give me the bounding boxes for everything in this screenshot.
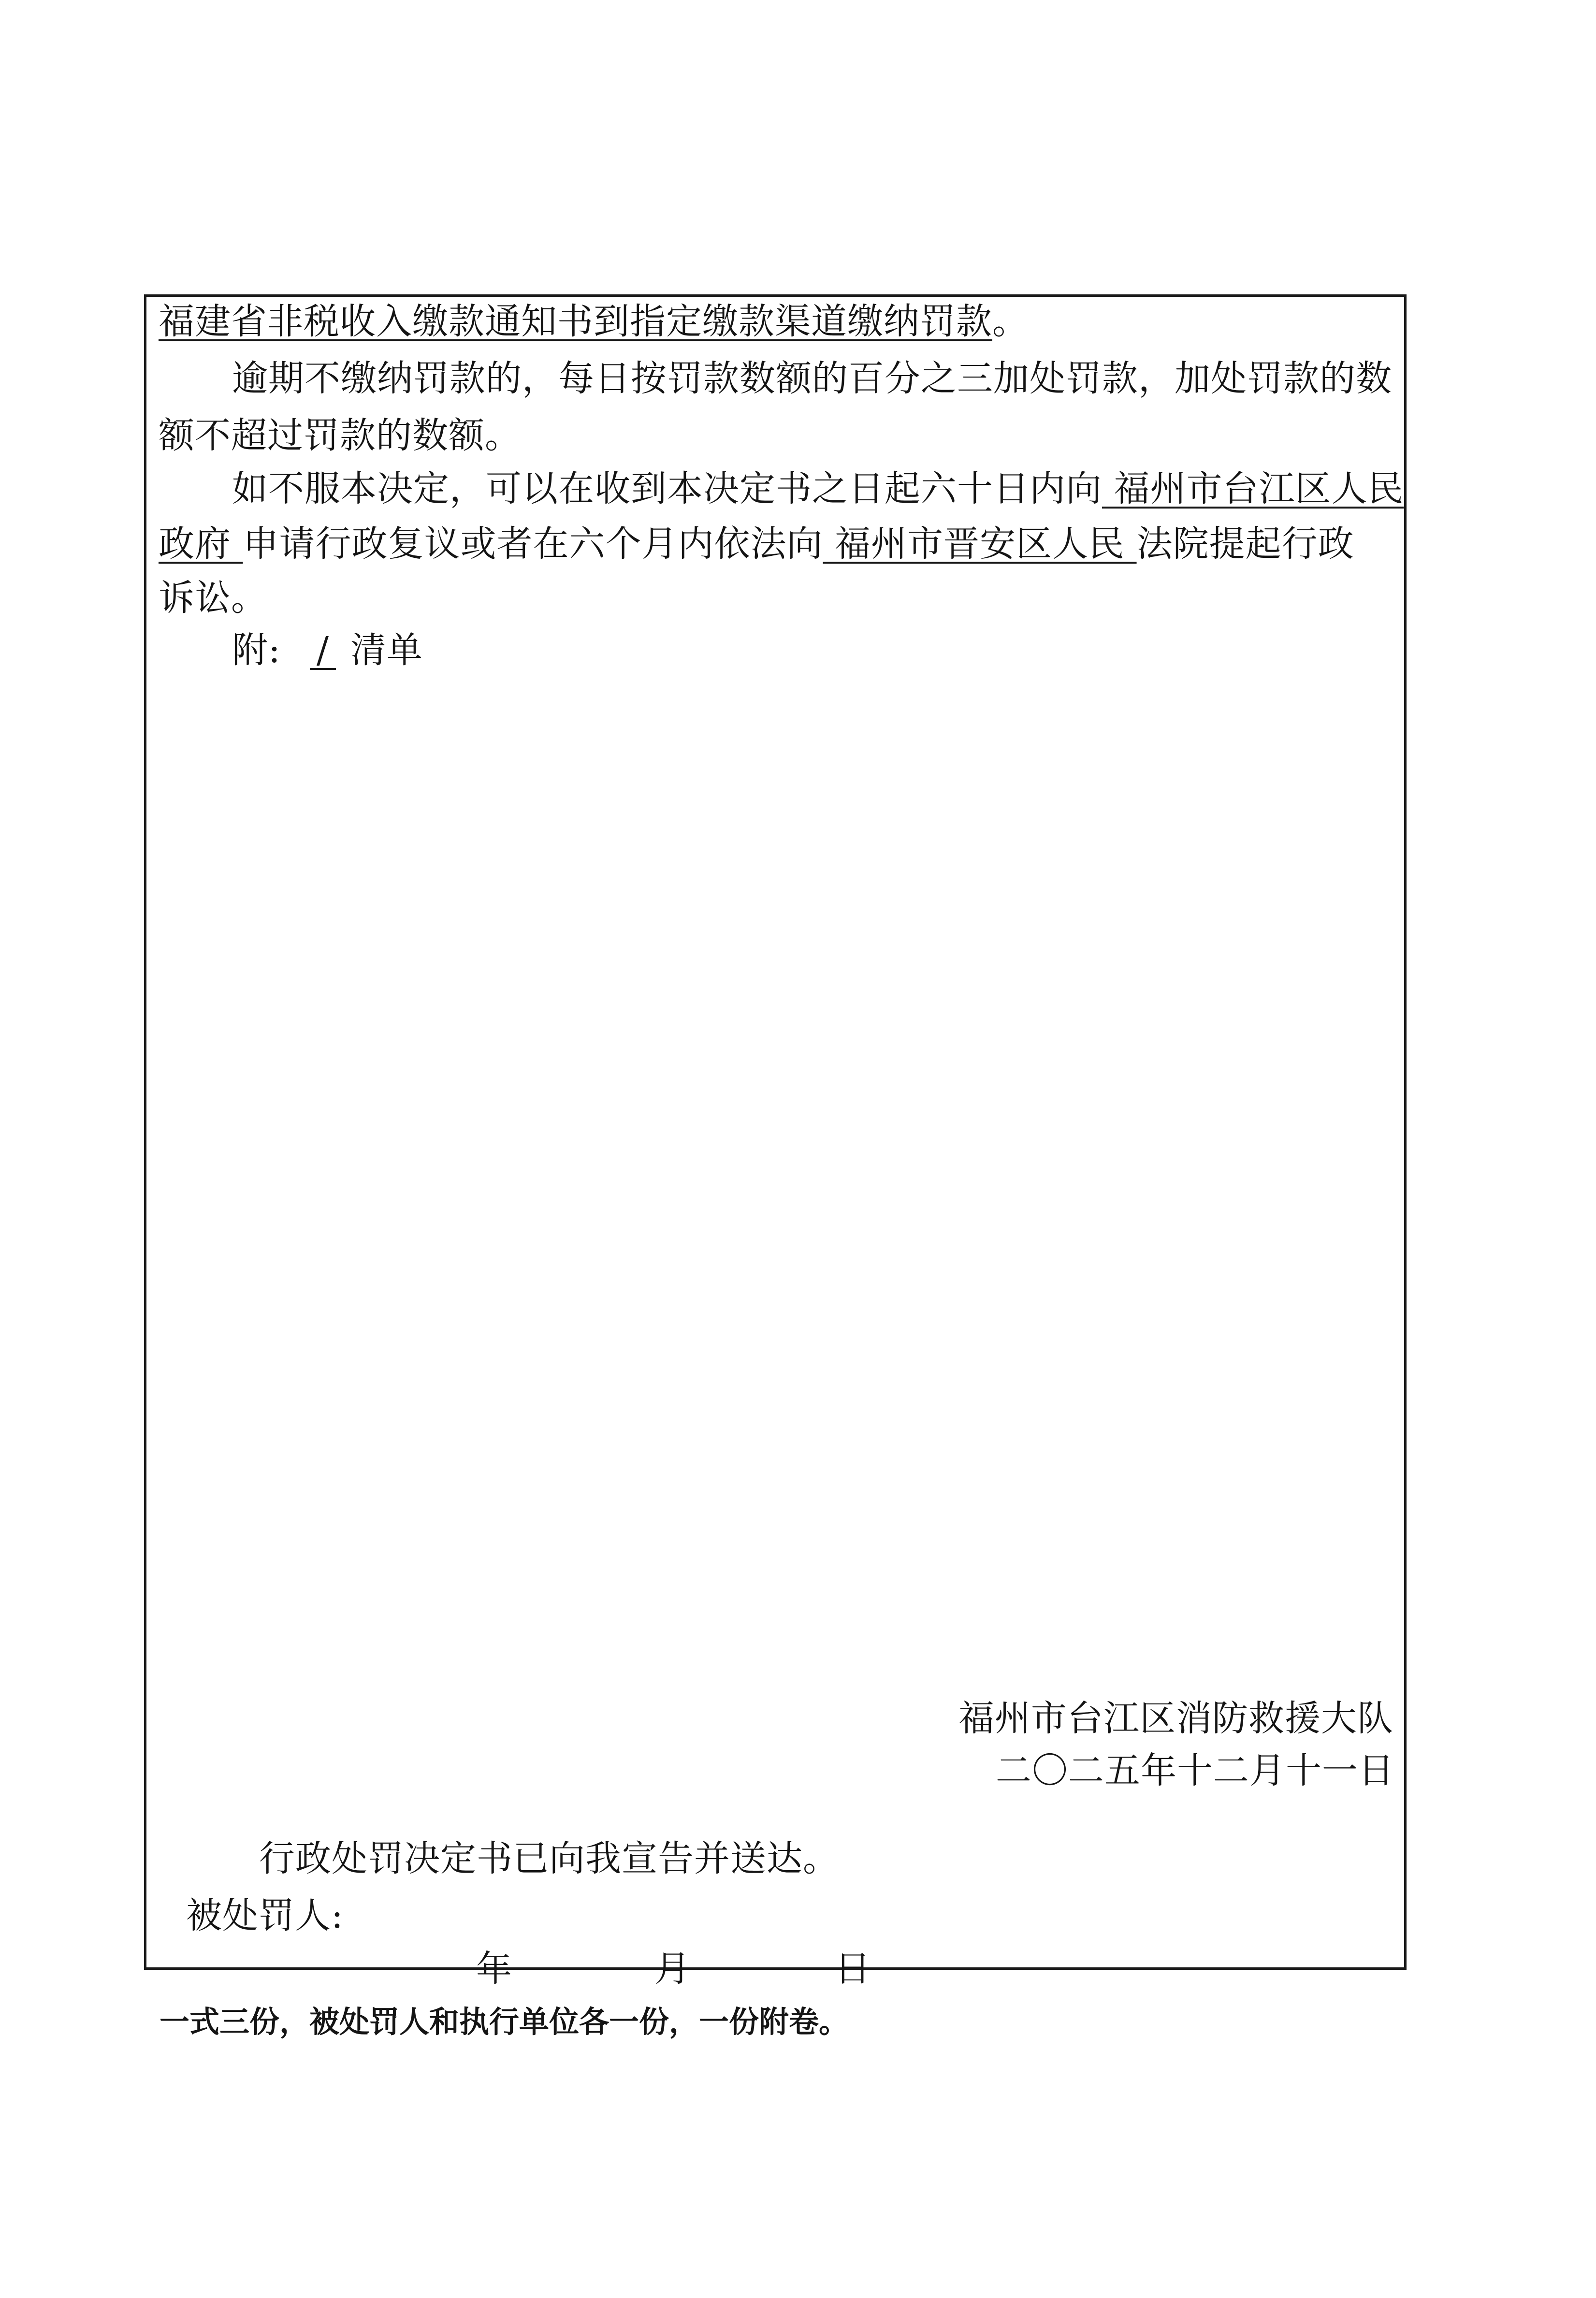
year-label: 年 [476, 1948, 512, 1990]
review-authority-part1: 福州市台江区人民 [1102, 468, 1404, 509]
copies-note: 一式三份，被处罚人和执行单位各一份，一份附卷。 [160, 2004, 849, 2039]
payment-channel-text: 福建省非税收入缴款通知书到指定缴款渠道缴纳罚款 [159, 301, 992, 342]
appeal-line-3: 诉讼。 [159, 577, 267, 619]
day-label: 日 [835, 1948, 871, 1990]
attachment-line [232, 629, 423, 671]
attachment-suffix: 清单 [350, 629, 423, 671]
month-label: 月 [654, 1948, 691, 1990]
appeal-line-2 [159, 523, 1354, 565]
attachment-label: 附: [232, 629, 281, 671]
appeal-mid: 申请行政复议或者在六个月内依法向 [243, 523, 823, 565]
recipient-label: 被处罚人: [186, 1895, 344, 1936]
appeal-prefix: 如不服本决定，可以在收到本决定书之日起六十日内向 [232, 468, 1102, 509]
appeal-line-1 [232, 468, 1404, 509]
late-penalty-line-1: 逾期不缴纳罚款的，每日按罚款数额的百分之三加处罚款，加处罚款的数 [232, 358, 1392, 399]
attachment-value: / [310, 632, 336, 670]
issue-date: 二〇二五年十二月十一日 [996, 1750, 1394, 1791]
payment-channel-line [159, 301, 1029, 342]
delivery-statement: 行政处罚决定书已向我宣告并送达。 [259, 1838, 839, 1879]
court-name: 福州市晋安区人民 [823, 523, 1137, 565]
issuing-authority: 福州市台江区消防救援大队 [958, 1698, 1393, 1739]
payment-channel-end: 。 [992, 301, 1029, 342]
late-penalty-line-2: 额不超过罚款的数额。 [159, 415, 521, 456]
review-authority-part2: 政府 [159, 523, 243, 565]
appeal-suffix: 法院提起行政 [1136, 523, 1354, 565]
